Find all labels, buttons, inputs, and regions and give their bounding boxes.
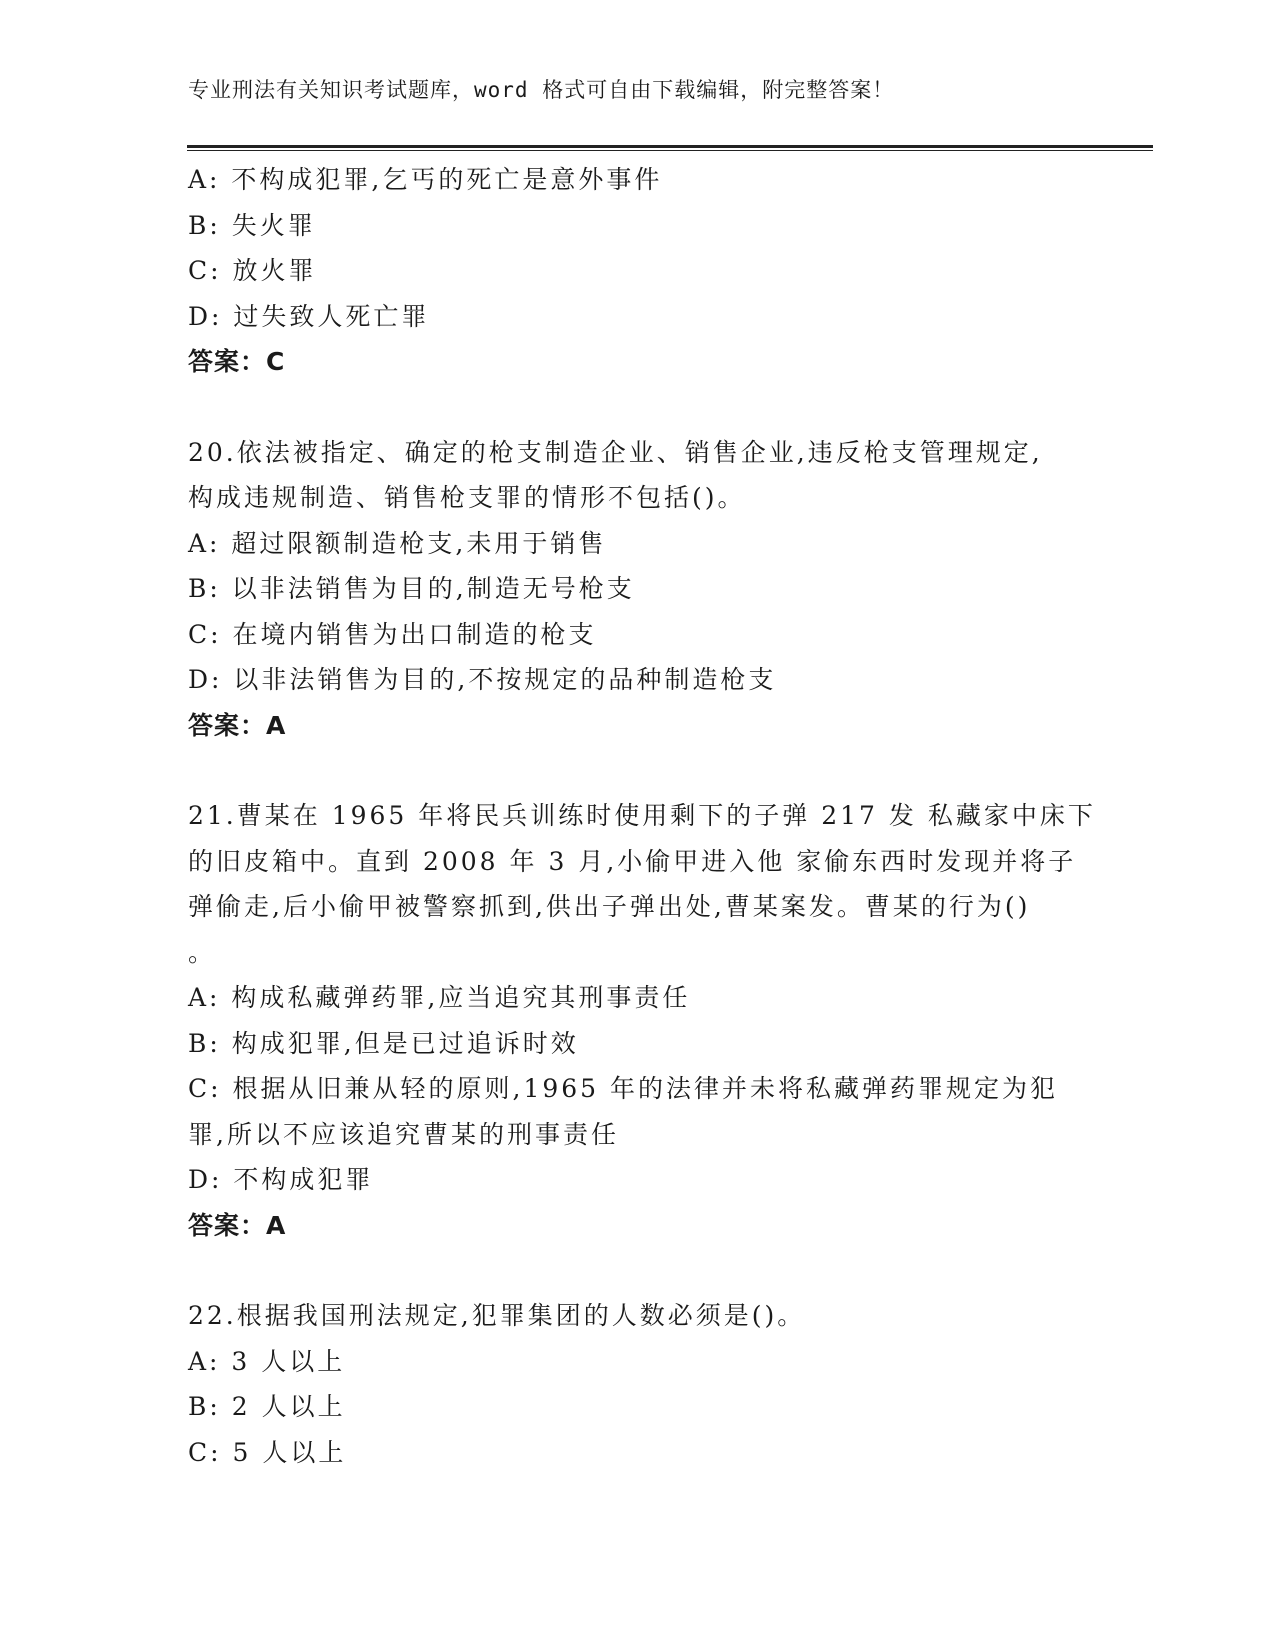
- question-text-line: 22.根据我国刑法规定,犯罪集团的人数必须是()。: [188, 1301, 806, 1330]
- question-text-line: 21.曹某在 1965 年将民兵训练时使用剩下的子弹 217 发 私藏家中床下: [188, 801, 1096, 830]
- option-a: A: 不构成犯罪,乞丐的死亡是意外事件: [188, 165, 663, 194]
- option-d: D: 以非法销售为目的,不按规定的品种制造枪支: [188, 665, 777, 694]
- answer: 答案：C: [188, 347, 286, 376]
- header-rule-thin: [187, 150, 1153, 151]
- option-d: D: 过失致人死亡罪: [188, 301, 430, 331]
- option-c-continued: 罪,所以不应该追究曹某的刑事责任: [188, 1119, 619, 1149]
- option-b: B: 2 人以上: [188, 1392, 346, 1421]
- question-text-line: 构成违规制造、销售枪支罪的情形不包括()。: [188, 483, 746, 512]
- option-c: C: 在境内销售为出口制造的枪支: [188, 619, 597, 649]
- option-a: A: 构成私藏弹药罪,应当追究其刑事责任: [188, 983, 691, 1012]
- question-text-line: 弹偷走,后小偷甲被警察抓到,供出子弹出处,曹某案发。曹某的行为(): [188, 892, 1031, 921]
- answer: 答案：A: [188, 1210, 287, 1240]
- question-22: [188, 1293, 1088, 1475]
- question-20: [188, 430, 1088, 749]
- option-d: D: 不构成犯罪: [188, 1165, 374, 1194]
- option-b: B: 以非法销售为目的,制造无号枪支: [188, 574, 635, 603]
- question-21: [188, 793, 1096, 1248]
- question-text-line: 20.依法被指定、确定的枪支制造企业、销售企业,违反枪支管理规定,: [188, 437, 1043, 467]
- option-c: C: 根据从旧兼从轻的原则,1965 年的法律并未将私藏弹药罪规定为犯: [188, 1074, 1059, 1103]
- option-a: A: 3 人以上: [188, 1346, 346, 1376]
- option-b: B: 构成犯罪,但是已过追诉时效: [188, 1028, 579, 1058]
- option-b: B: 失火罪: [188, 210, 316, 240]
- question-text-line: 。: [188, 937, 217, 967]
- option-c: C: 放火罪: [188, 256, 317, 285]
- question-text-line: 的旧皮箱中。直到 2008 年 3 月,小偷甲进入他 家偷东西时发现并将子: [188, 846, 1077, 876]
- header-rule-thick: [187, 145, 1153, 148]
- option-c: C: 5 人以上: [188, 1437, 347, 1467]
- question-19: [188, 157, 1088, 385]
- option-a: A: 超过限额制造枪支,未用于销售: [188, 528, 607, 558]
- answer: 答案：A: [188, 710, 287, 740]
- question-content: [188, 157, 1096, 1475]
- page-header: 专业刑法有关知识考试题库，word 格式可自由下载编辑，附完整答案！: [188, 78, 895, 102]
